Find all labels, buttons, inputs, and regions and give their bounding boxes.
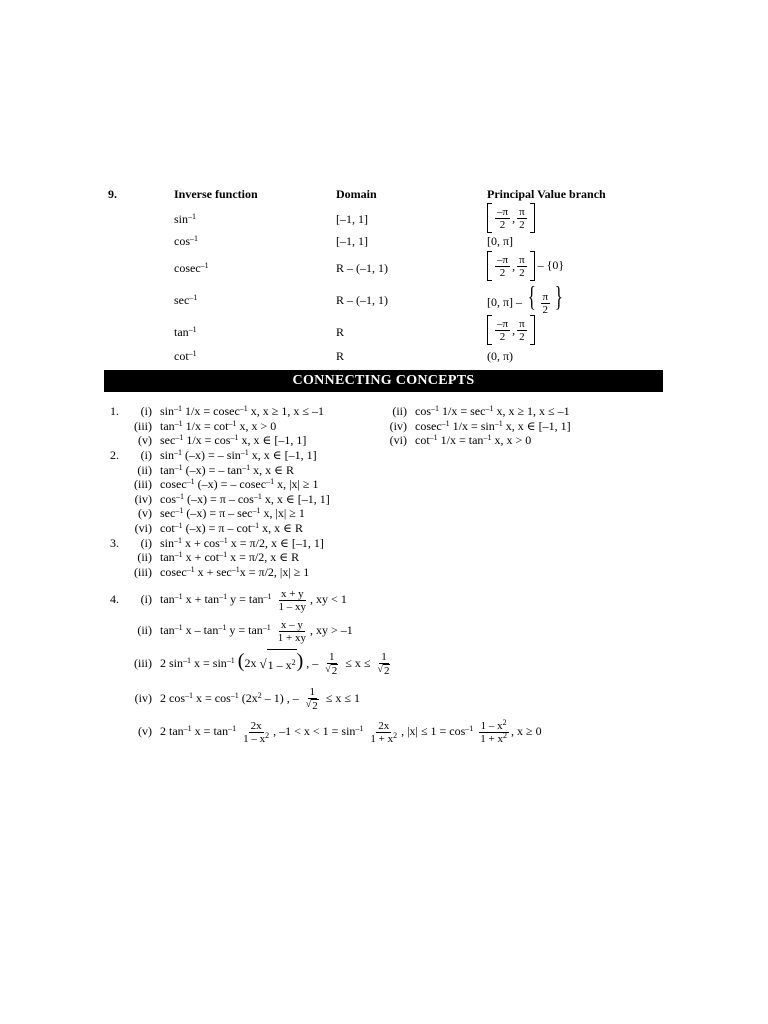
header-domain: Domain xyxy=(336,187,377,201)
item-3-i: (i) $\sin^{-1} x + \cos^{-1} x = \pi/2$, x ∈ [–1, 1] xyxy=(140,536,324,550)
row-cot-domain: R xyxy=(336,349,345,363)
item-1-v: (v) $\sec^{-1} 1/x = \cos^{-1} x$, x ∈ [–1, 1] xyxy=(138,433,307,447)
item-3-ii: (ii) $\tan^{-1} x + \cot^{-1} x = \pi/2$, x ∈ R xyxy=(137,550,300,564)
row-cosec-domain: R – (–1, 1) xyxy=(336,261,388,275)
item-2-number: 2. xyxy=(110,448,119,462)
item-3-iii: (iii) cosec$^{-1}$ $x + \sec^{-1}x = \pi/2$, |x| ≥ 1 xyxy=(134,565,310,579)
row-tan-domain: R xyxy=(336,325,345,339)
row-sin-function: $\sin^{-1}$ xyxy=(174,212,197,226)
item-1-iv: (iv) cosec$^{-1}$ $1/x = \sin^{-1} x$, x ∈ [–1, 1] xyxy=(389,419,571,433)
row-cot-branch: (0, π) xyxy=(487,349,514,363)
item-1-number: 1. xyxy=(110,404,119,418)
item-2-ii: (ii) $\tan^{-1} (-x)$ = – $\tan^{-1} x$, x ∈ R xyxy=(137,463,294,477)
item-2-vi: (vi) $\cot^{-1} (-x) = \pi - \cot^{-1} x$, x ∈ R xyxy=(134,521,304,535)
row-cos-function: $\cos^{-1}$ xyxy=(174,234,198,248)
item-4-iv: (iv) 2 $\cos^{-1} x = \cos^{-1} (2x^2 - 1)$ , – 1 √ 2 ≤ x ≤ 1 xyxy=(134,686,360,713)
row-sec-function: $\sec^{-1}$ xyxy=(174,293,198,307)
header-principal-branch: Principal Value branch xyxy=(487,187,606,201)
row-cot-function: $\cot^{-1}$ xyxy=(174,349,197,363)
item-1-i: (i) $\sin^{-1} 1/x = cosec^{-1}$ x, x ≥ 1, x ≤ –1 xyxy=(140,404,324,418)
row-cosec-function: cosec$^{-1}$ xyxy=(174,261,209,275)
row-tan-function: $\tan^{-1}$ xyxy=(174,325,197,339)
row-sec-branch: [0, π] – { $\frac{\pi}{2}$ } xyxy=(487,282,563,316)
item-2-i: (i) $\sin^{-1} (-x)$ = – $\sin^{-1} x$, x ∈ [–1, 1] xyxy=(140,448,317,462)
item-4-number: 4. xyxy=(110,592,119,606)
row-tan-branch: $\frac{-\pi}{2}$ , $\frac{\pi}{2}$ xyxy=(487,315,535,345)
item-1-ii: (ii) $\cos^{-1} 1/x = \sec^{-1} x$, x ≥ 1, x ≤ –1 xyxy=(392,404,570,418)
row-cos-branch: [0, π] xyxy=(487,234,514,248)
connecting-concepts-banner: CONNECTING CONCEPTS xyxy=(104,370,663,392)
item-2-v: (v) $\sec^{-1} (-x) = \pi - \sec^{-1} x$, |x| ≥ 1 xyxy=(138,506,305,520)
header-inverse-function: Inverse function xyxy=(174,187,258,201)
item-1-iii: (iii) $\tan^{-1} 1/x = \cot^{-1} x$, x > 0 xyxy=(134,419,277,433)
row-cosec-branch: $\frac{-\pi}{2}$ , $\frac{\pi}{2}$ – {0} xyxy=(487,251,564,281)
row-sin-domain: [–1, 1] xyxy=(336,212,368,226)
item-4-ii: (ii) $\tan^{-1} x - \tan^{-1} y = \tan^{-1}$ $\frac{x - y}{1 + xy}$ , xy > –1 xyxy=(137,618,353,644)
item-4-v: (v) 2 $\tan^{-1} x = \tan^{-1}$ $\frac{2x}{1 - x^2}$ , $-1 < x < 1 = \sin^{-1}$ $\frac{2x}{1 + x^2}$ , $|x| \le 1 = \cos^{-1}$ $\frac{1 - x^2}{1 + x^2}$ , x ≥ 0 xyxy=(138,717,542,745)
item-1-vi: (vi) $\cot^{-1} 1/x = \tan^{-1} x$, x > 0 xyxy=(389,433,532,447)
item-4-i: (i) $\tan^{-1} x + \tan^{-1} y = \tan^{-1}$ $\frac{x + y}{1 - xy}$ , xy < 1 xyxy=(140,587,347,613)
item-4-iii: (iii) 2 $\sin^{-1} x = \sin^{-1} (2x$ √ $1 - x^2$ ) , – 1 √ 2 ≤ x ≤ 1 √ 2 xyxy=(130,648,394,680)
section-number: 9. xyxy=(108,187,117,201)
item-2-iii: (iii) cosec$^{-1}$ (–x) = – cosec$^{-1}$ x, |x| ≥ 1 xyxy=(134,477,319,491)
row-sin-branch: $\frac{-\pi}{2}$ , $\frac{\pi}{2}$ xyxy=(487,203,535,233)
row-sec-domain: R – (–1, 1) xyxy=(336,293,388,307)
item-2-iv: (iv) $\cos^{-1} (-x) = \pi - \cos^{-1} x$, x ∈ [–1, 1] xyxy=(134,492,330,506)
row-cos-domain: [–1, 1] xyxy=(336,234,368,248)
item-3-number: 3. xyxy=(110,536,119,550)
